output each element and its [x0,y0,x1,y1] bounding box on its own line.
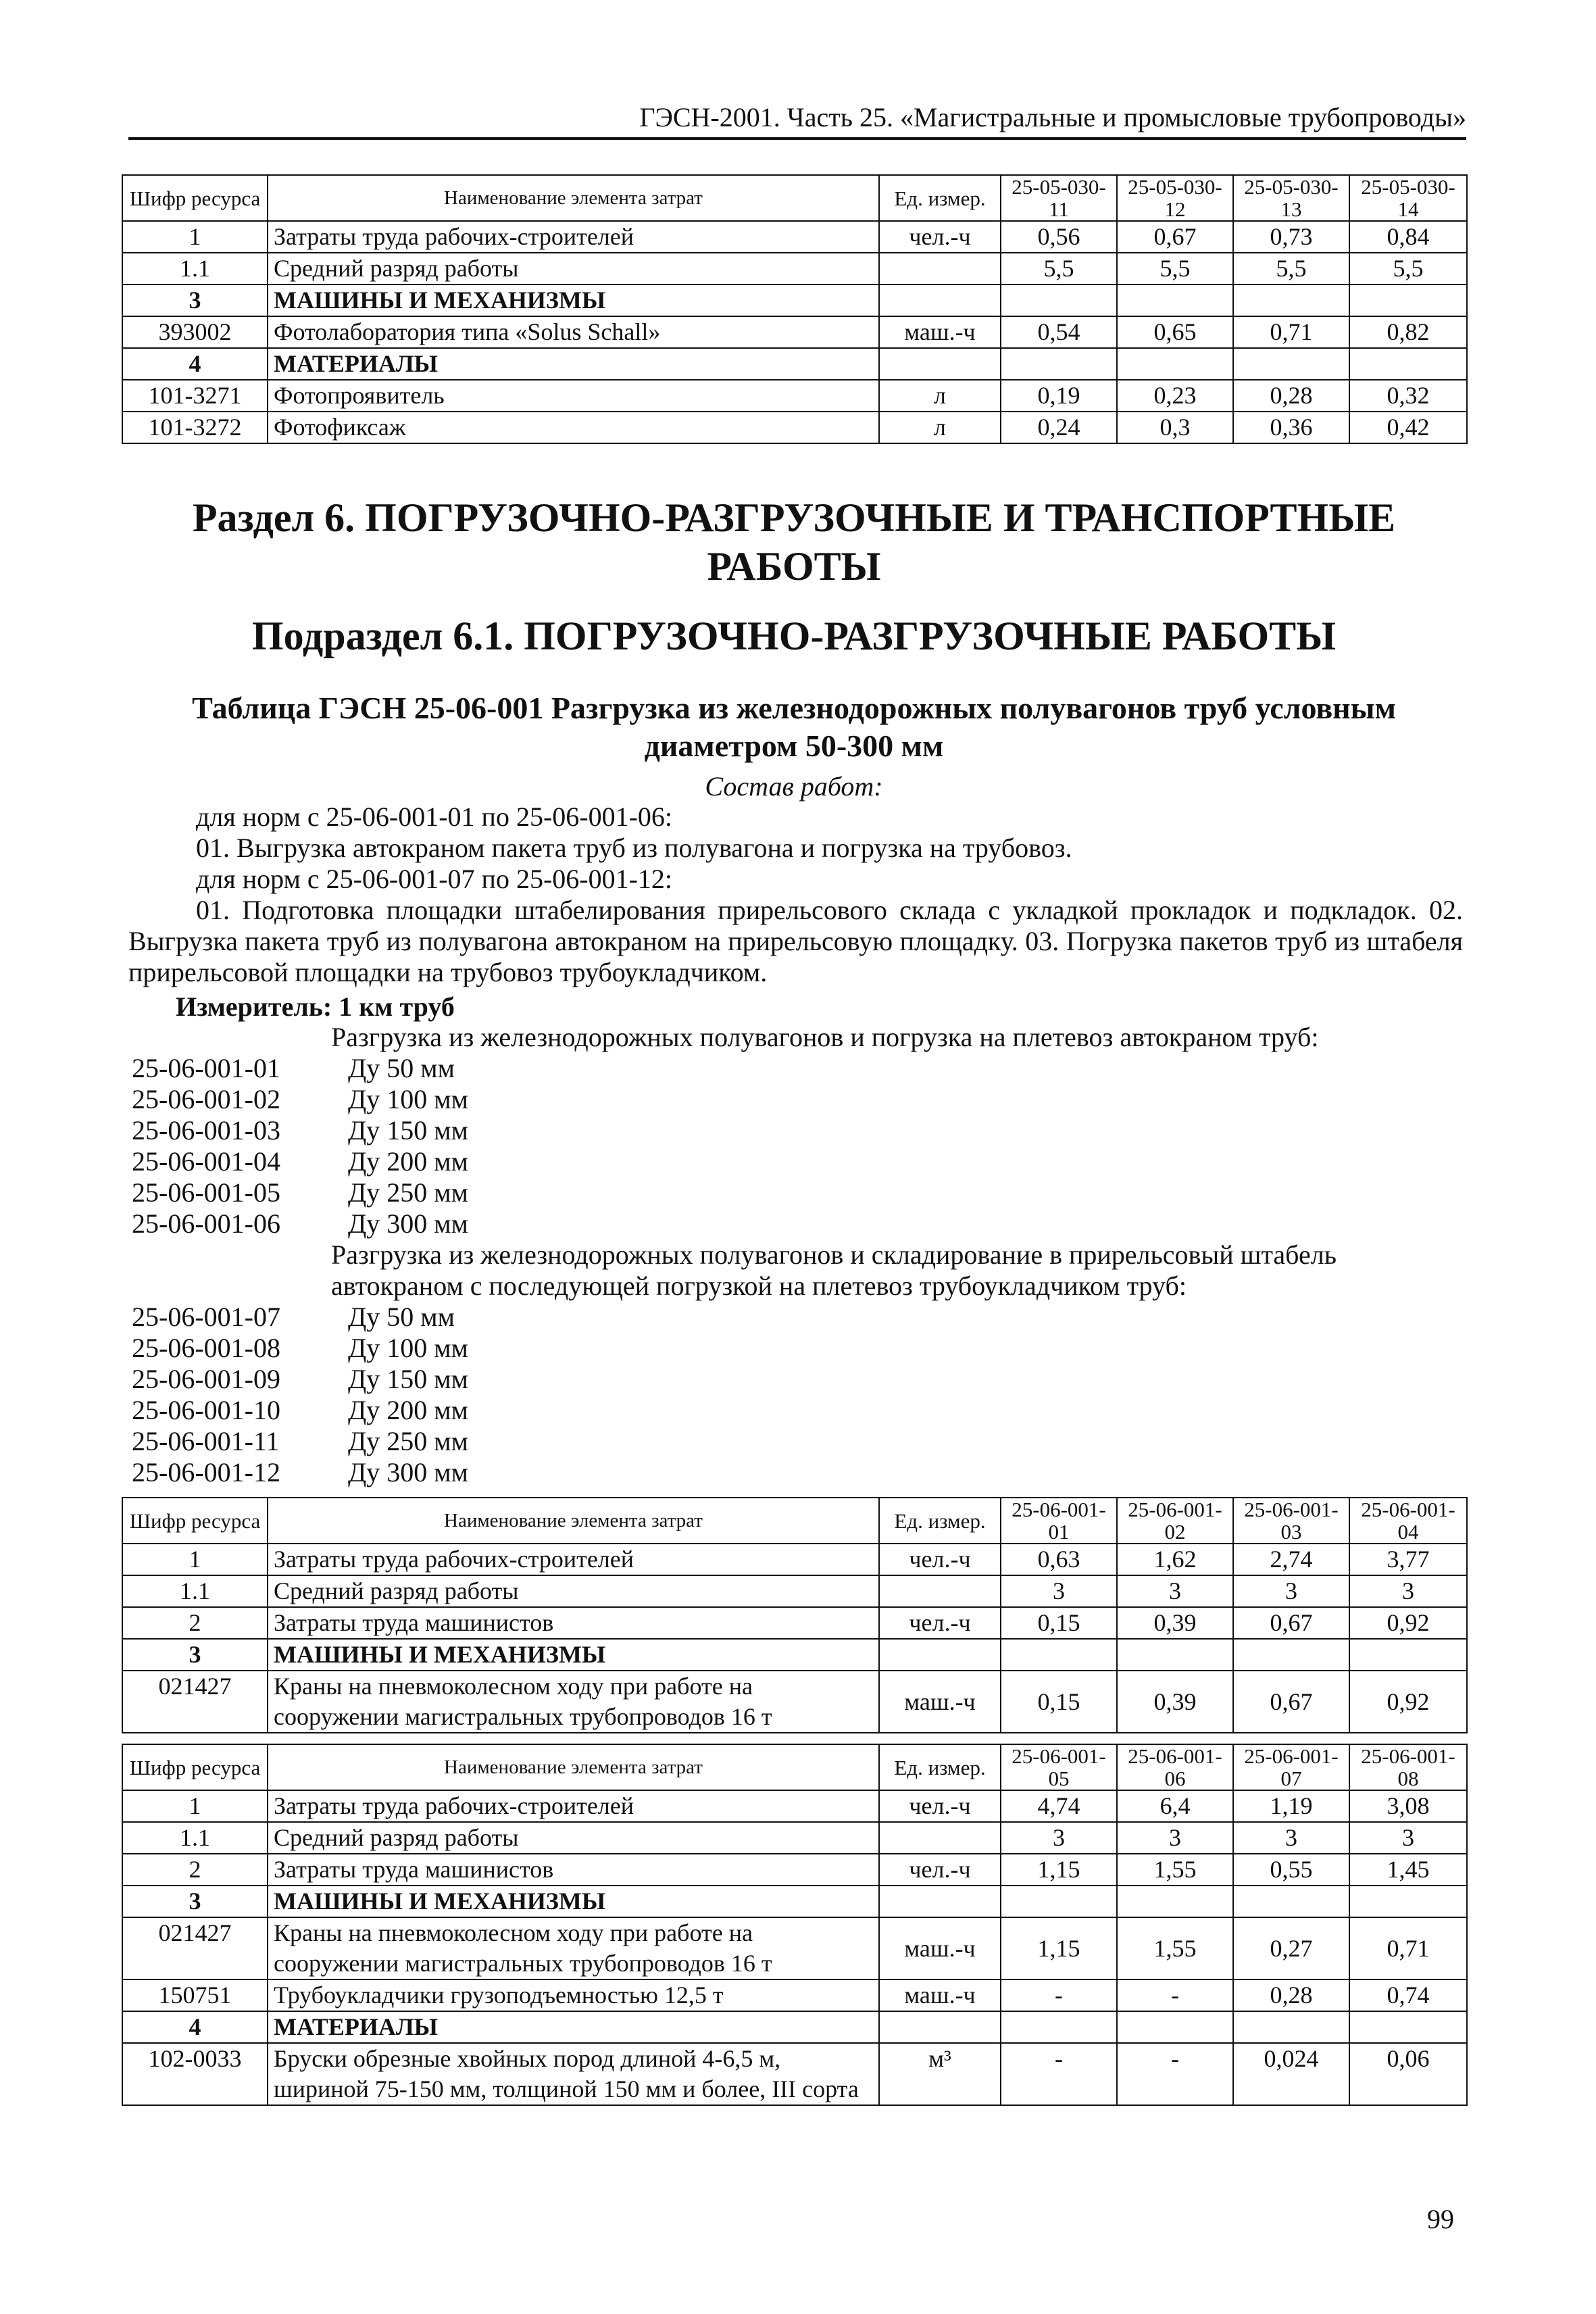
norm-code: 25-06-001-05 [132,1177,280,1208]
norm-code: 25-06-001-10 [132,1395,280,1425]
cell-name: Затраты труда машинистов [268,1854,879,1886]
cell-code: 3 [122,1886,268,1917]
norm-code: 25-06-001-02 [132,1084,280,1114]
norm-desc: Ду 50 мм [348,1053,455,1083]
cell-value: 5,5 [1117,253,1233,285]
table-row [122,1639,1467,1671]
header-col-1: 25-05-030-11 [1001,175,1117,221]
norm-code: 25-06-001-07 [132,1302,280,1332]
header-code: Шифр ресурса [122,1498,268,1544]
group-a-title: Разгрузка из железнодорожных полувагонов и погрузка на плетевоз автокраном труб: [331,1022,1319,1052]
table-row [122,316,1467,348]
resource-table-25-05-030 [122,174,1468,444]
header-col-3: 25-06-001-03 [1233,1498,1349,1544]
cell-value: 3 [1117,1575,1233,1607]
cell-name: Бруски обрезные хвойных пород длиной 4-6,5 м, шириной 75-150 мм, толщиной 150 мм и более, III сорта [268,2043,879,2105]
cell-value: 0,06 [1349,2043,1467,2105]
norm-desc: Ду 100 мм [348,1333,468,1363]
cell-value: 5,5 [1001,253,1117,285]
norm-desc: Ду 100 мм [348,1084,468,1114]
cell-unit: чел.-ч [879,221,1001,253]
table-row [122,2011,1467,2043]
cell-value: 0,36 [1233,412,1349,443]
table-row [122,1917,1467,1979]
cell-name: Затраты труда рабочих-строителей [268,221,879,253]
norm-desc: Ду 300 мм [348,1457,468,1487]
cell-value: 0,39 [1117,1671,1233,1733]
cell-value: 0,71 [1349,1917,1467,1979]
cell-value: - [1117,2043,1233,2105]
cell-name: Средний разряд работы [268,253,879,285]
table-row [122,285,1467,316]
norm-desc: Ду 300 мм [348,1208,468,1239]
table-row [122,1790,1467,1822]
cell-value: 0,23 [1117,380,1233,412]
cell-group-title: МАШИНЫ И МЕХАНИЗМЫ [268,285,879,316]
cell-value: 6,4 [1117,1790,1233,1822]
header-col-2: 25-06-001-06 [1117,1744,1233,1790]
header-code: Шифр ресурса [122,175,268,221]
norm-code: 25-06-001-09 [132,1364,280,1394]
norm-desc: Ду 200 мм [348,1146,468,1177]
norm-desc: Ду 250 мм [348,1426,468,1456]
cell-value: 1,15 [1001,1854,1117,1886]
header-col-2: 25-05-030-12 [1117,175,1233,221]
cell-value: 0,71 [1233,316,1349,348]
table-row [122,2043,1467,2105]
cell-value: 0,74 [1349,1979,1467,2011]
page-number: 99 [1427,2204,1454,2234]
cell-value: 0,82 [1349,316,1467,348]
norm-code: 25-06-001-11 [132,1426,280,1456]
header-col-3: 25-05-030-13 [1233,175,1349,221]
cell-value: 3,08 [1349,1790,1467,1822]
norms-range-a: для норм с 25-06-001-01 по 25-06-001-06: [196,802,673,832]
cell-value: 1,55 [1117,1854,1233,1886]
table-row [122,1544,1467,1575]
cell-value: 0,28 [1233,380,1349,412]
cell-unit: чел.-ч [879,1790,1001,1822]
cell-value: 0,67 [1233,1671,1349,1733]
cell-code: 101-3271 [122,380,268,412]
header-col-4: 25-06-001-08 [1349,1744,1467,1790]
norm-desc: Ду 250 мм [348,1177,468,1208]
table-header-row [122,1744,1467,1790]
cell-unit: маш.-ч [879,1979,1001,2011]
cell-value: 1,19 [1233,1790,1349,1822]
table-title: Таблица ГЭСН 25-06-001 Разгрузка из железнодорожных полувагонов труб условным диаметром 50-300 мм [192,691,1396,763]
table-row [122,380,1467,412]
cell-value: 0,54 [1001,316,1117,348]
cell-code: 1.1 [122,1575,268,1607]
cell-code: 3 [122,1639,268,1671]
running-header: ГЭСН-2001. Часть 25. «Магистральные и промысловые трубопроводы» [128,101,1466,140]
cell-value: 0,28 [1233,1979,1349,2011]
cell-group-title: МАТЕРИАЛЫ [268,2011,879,2043]
cell-value: - [1117,1979,1233,2011]
norm-code: 25-06-001-03 [132,1115,280,1146]
norm-code: 25-06-001-04 [132,1146,280,1177]
cell-value: 0,92 [1349,1607,1467,1639]
table-row [122,1607,1467,1639]
norm-desc: Ду 50 мм [348,1302,455,1332]
resource-table-25-06-001-b [122,1744,1468,2106]
cell-value: 0,42 [1349,412,1467,443]
cell-unit: маш.-ч [879,1671,1001,1733]
cell-code: 1.1 [122,1822,268,1854]
cell-value: 0,73 [1233,221,1349,253]
header-col-2: 25-06-001-02 [1117,1498,1233,1544]
cell-value: 3 [1233,1575,1349,1607]
cell-value: 3,77 [1349,1544,1467,1575]
table-header-row [122,1498,1467,1544]
cell-unit: чел.-ч [879,1854,1001,1886]
cell-unit: маш.-ч [879,316,1001,348]
header-code: Шифр ресурса [122,1744,268,1790]
cell-value: 0,67 [1117,221,1233,253]
cell-code: 2 [122,1607,268,1639]
meter-label: Измеритель: 1 км труб [176,991,455,1022]
subsection-title: Подраздел 6.1. ПОГРУЗОЧНО-РАЗГРУЗОЧНЫЕ РАБОТЫ [251,614,1337,658]
cell-value: 3 [1001,1822,1117,1854]
cell-code: 1 [122,1790,268,1822]
cell-code: 1.1 [122,253,268,285]
cell-name: Затраты труда машинистов [268,1607,879,1639]
cell-value: 3 [1349,1575,1467,1607]
table-row [122,412,1467,443]
table-row [122,1854,1467,1886]
cell-code: 393002 [122,316,268,348]
cell-value: 0,92 [1349,1671,1467,1733]
cell-value: 2,74 [1233,1544,1349,1575]
norm-code: 25-06-001-06 [132,1208,280,1239]
cell-code: 150751 [122,1979,268,2011]
cell-group-title: МАТЕРИАЛЫ [268,348,879,380]
group-b-title-line2: автокраном с последующей погрузкой на плетевоз трубоукладчиком труб: [331,1271,1187,1301]
table-row [122,1886,1467,1917]
header-name: Наименование элемента затрат [268,1744,879,1790]
cell-value: 0,84 [1349,221,1467,253]
cell-code: 101-3272 [122,412,268,443]
header-col-1: 25-06-001-05 [1001,1744,1117,1790]
cell-name: Краны на пневмоколесном ходу при работе на сооружении магистральных трубопроводов 16 т [268,1671,879,1733]
cell-value: 0,24 [1001,412,1117,443]
cell-unit: м³ [879,2043,1001,2105]
cell-code: 1 [122,221,268,253]
table-row [122,1979,1467,2011]
cell-code: 4 [122,2011,268,2043]
norm-code: 25-06-001-01 [132,1053,280,1083]
work-description-b: 01. Подготовка площадки штабелирования прирельсового склада с укладкой прокладок и подкладок. 02. Выгрузка пакета труб из полувагона автокраном на прирельсовую площадку. 03. Погрузка пакетов труб из штабеля прирельсовой площадки на трубовоз трубоукладчиком. [128,895,1463,987]
header-unit: Ед. измер. [879,1744,1001,1790]
cell-value: 1,55 [1117,1917,1233,1979]
cell-unit: чел.-ч [879,1607,1001,1639]
cell-value: 0,32 [1349,380,1467,412]
cell-value: 0,27 [1233,1917,1349,1979]
cell-value: 0,024 [1233,2043,1349,2105]
cell-value: 0,3 [1117,412,1233,443]
norm-desc: Ду 200 мм [348,1395,468,1425]
norm-desc: Ду 150 мм [348,1115,468,1146]
cell-unit: чел.-ч [879,1544,1001,1575]
cell-unit: л [879,380,1001,412]
group-b-title-line1: Разгрузка из железнодорожных полувагонов и складирование в прирельсовый штабель [331,1239,1337,1270]
cell-code: 1 [122,1544,268,1575]
cell-value: 0,55 [1233,1854,1349,1886]
cell-name: Затраты труда рабочих-строителей [268,1544,879,1575]
work-description-a: 01. Выгрузка автокраном пакета труб из полувагона и погрузка на трубовоз. [196,833,1072,863]
cell-value: 3 [1117,1822,1233,1854]
cell-unit [879,1575,1001,1607]
cell-name: Фотолаборатория типа «Solus Schall» [268,316,879,348]
norms-range-b: для норм с 25-06-001-07 по 25-06-001-12: [196,864,673,894]
header-unit: Ед. измер. [879,1498,1001,1544]
cell-value: 0,15 [1001,1607,1117,1639]
cell-name: Краны на пневмоколесном ходу при работе на сооружении магистральных трубопроводов 16 т [268,1917,879,1979]
cell-unit [879,1822,1001,1854]
cell-name: Затраты труда рабочих-строителей [268,1790,879,1822]
table-row [122,253,1467,285]
cell-value: 3 [1349,1822,1467,1854]
cell-value: 1,15 [1001,1917,1117,1979]
table-row [122,1822,1467,1854]
cell-value: 0,56 [1001,221,1117,253]
cell-value: 0,15 [1001,1671,1117,1733]
header-col-4: 25-05-030-14 [1349,175,1467,221]
header-col-1: 25-06-001-01 [1001,1498,1117,1544]
cell-code: 102-0033 [122,2043,268,2105]
cell-value: - [1001,2043,1117,2105]
header-name: Наименование элемента затрат [268,1498,879,1544]
header-name: Наименование элемента затрат [268,175,879,221]
table-row [122,1575,1467,1607]
cell-value: - [1001,1979,1117,2011]
cell-group-title: МАШИНЫ И МЕХАНИЗМЫ [268,1639,879,1671]
cell-value: 1,45 [1349,1854,1467,1886]
cell-value: 3 [1001,1575,1117,1607]
header-col-4: 25-06-001-04 [1349,1498,1467,1544]
cell-name: Трубоукладчики грузоподъемностью 12,5 т [268,1979,879,2011]
cell-value: 0,65 [1117,316,1233,348]
cell-code: 2 [122,1854,268,1886]
cell-value: 5,5 [1349,253,1467,285]
table-row [122,348,1467,380]
cell-name: Фотофиксаж [268,412,879,443]
cell-name: Фотопроявитель [268,380,879,412]
cell-value: 1,62 [1117,1544,1233,1575]
cell-unit: л [879,412,1001,443]
header-unit: Ед. измер. [879,175,1001,221]
cell-value: 3 [1233,1822,1349,1854]
table-row [122,221,1467,253]
norm-code: 25-06-001-08 [132,1333,280,1363]
resource-table-25-06-001-a [122,1497,1468,1733]
cell-value: 4,74 [1001,1790,1117,1822]
cell-value: 0,19 [1001,380,1117,412]
cell-unit: маш.-ч [879,1917,1001,1979]
cell-name: Средний разряд работы [268,1575,879,1607]
cell-code: 3 [122,285,268,316]
norm-code: 25-06-001-12 [132,1457,280,1487]
cell-value: 0,39 [1117,1607,1233,1639]
header-col-3: 25-06-001-07 [1233,1744,1349,1790]
table-row [122,1671,1467,1733]
norm-desc: Ду 150 мм [348,1364,468,1394]
cell-code: 021427 [122,1917,268,1979]
section-title: Раздел 6. ПОГРУЗОЧНО-РАЗГРУЗОЧНЫЕ И ТРАНСПОРТНЫЕ РАБОТЫ [192,495,1396,589]
table-header-row [122,175,1467,221]
cell-code: 021427 [122,1671,268,1733]
cell-unit [879,253,1001,285]
cell-value: 5,5 [1233,253,1349,285]
cell-value: 0,67 [1233,1607,1349,1639]
cell-group-title: МАШИНЫ И МЕХАНИЗМЫ [268,1886,879,1917]
cell-code: 4 [122,348,268,380]
composition-title: Состав работ: [705,771,883,802]
cell-name: Средний разряд работы [268,1822,879,1854]
cell-value: 0,63 [1001,1544,1117,1575]
